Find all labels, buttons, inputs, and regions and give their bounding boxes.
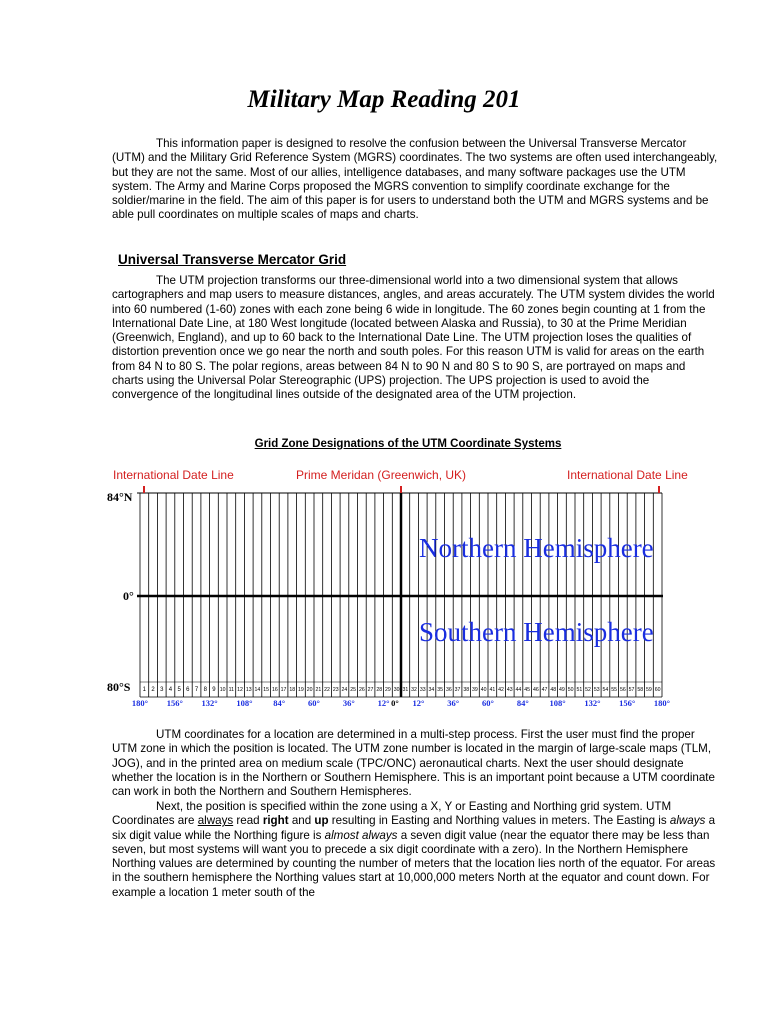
p2-text-b: read — [233, 814, 263, 828]
zone-number: 32 — [411, 687, 417, 693]
zone-number: 16 — [271, 687, 278, 693]
label-international-date-line-right: International Date Line — [567, 468, 688, 482]
zone-number: 54 — [602, 687, 609, 693]
latitude-label-80s: 80°S — [107, 680, 131, 694]
zone-number: 30 — [393, 687, 400, 693]
zone-number: 2 — [151, 687, 155, 693]
p2-always-underlined: always — [197, 814, 234, 828]
longitude-label: 12° — [412, 698, 425, 708]
utm-paragraph: The UTM projection transforms our three-dimensional world into a two dimensional system that allows cartographers and map users to measure distances, angles, and areas accurately. The UTM system divides the world into 60 numbered (1-60) zones with each zone being 6 wide in longitude. The 60 zones begin counting at 1 from the International Date Line, at 180 West longitude (located between Alaska and Russia), to 30 at the Prime Meridian (Greenwich, England), and up to 60 back to the International Date Line. The UTM projection loses the qualities of distortion prevention once we go near the north and south poles. For this reason UTM is valid for areas on the earth from 84 N to 80 S. The polar regions, areas between 84 N to 90 N and 80 S to 90 S, are portrayed on maps and charts using the Universal Polar Stereographic (UPS) projection. The UPS projection is used to avoid the convergence of the longitudinal lines outside of the designated area of the UTM projection. — [112, 274, 715, 402]
intro-paragraph: This information paper is designed to resolve the confusion between the Universal Transverse Mercator (UTM) and the Military Grid Reference System (MGRS) coordinates. The two systems are often used interchangeably, but they are not the same. Most of our allies, intelligence databases, and many software packages use the UTM system. The Army and Marine Corps proposed the MGRS convention to simplify coordinate exchange for the soldier/marine in the field. The aim of this paper is for users to understand both the UTM and MGRS systems and be able pull coordinates on multiple scales of maps and charts. — [112, 137, 718, 222]
zone-number: 53 — [593, 687, 600, 693]
zone-number: 43 — [506, 687, 513, 693]
zone-number: 52 — [585, 687, 591, 693]
p2-text-c: and — [288, 814, 315, 828]
p2-text-f: a seven digit value (near the equator there may be less than seven, but most systems will want you to precede a six digit coordinate with a zero). In the Northern Hemisphere Northing values are determined by counting the number of meters that the location lies north of the equator. For areas in the southern hemisphere the Northing values start at 10,000,000 meters North at the equator and count down. For example a location 1 meter south of the — [112, 828, 716, 899]
longitude-label: 132° — [584, 698, 601, 708]
longitude-label: 84° — [273, 698, 286, 708]
zone-number: 7 — [194, 687, 199, 693]
latitude-label-84n: 84°N — [107, 490, 133, 504]
zone-number: 47 — [541, 687, 548, 693]
p2-almost-always-italic: almost always — [324, 828, 398, 842]
zone-number: 44 — [515, 687, 522, 693]
longitude-label: 180° — [653, 698, 671, 708]
zone-number: 36 — [445, 687, 452, 693]
zone-number: 9 — [212, 687, 216, 693]
longitude-label: 36° — [342, 698, 355, 708]
zone-number: 4 — [168, 687, 173, 693]
section-heading-utm-grid: Universal Transverse Mercator Grid — [118, 252, 347, 267]
longitude-label: 180° — [131, 698, 149, 708]
zone-number: 27 — [367, 687, 374, 693]
p2-up-bold: up — [314, 814, 329, 828]
p2-right-bold: right — [262, 814, 289, 828]
longitude-label: 36° — [447, 698, 460, 708]
zone-number: 60 — [654, 687, 661, 693]
zone-number: 51 — [576, 687, 583, 693]
longitude-label: 108° — [549, 698, 566, 708]
body-paragraph-1: UTM coordinates for a location are determined in a multi-step process. First the user must find the proper UTM zone in which the position is located. The UTM zone number is located in the margin of large-scale maps (TLM, JOG), and in the printed area on medium scale (TPC/ONC) aeronautical charts. Next the user should designate whether the location is in the Northern or Southern Hemisphere. This is an important point because a UTM coordinate can work in both the Northern and Southern Hemispheres. — [112, 728, 715, 799]
zone-number: 8 — [203, 687, 207, 693]
longitude-label: 108° — [236, 698, 253, 708]
zone-number: 57 — [628, 687, 635, 693]
zone-number: 19 — [298, 687, 304, 693]
northern-hemisphere-label: Northern Hemisphere — [419, 533, 654, 563]
zone-number: 14 — [254, 687, 261, 693]
zone-number: 56 — [619, 687, 626, 693]
zone-number: 48 — [550, 687, 557, 693]
zone-number: 31 — [402, 687, 409, 693]
zone-number: 42 — [498, 687, 504, 693]
zone-number: 3 — [160, 687, 164, 693]
zone-number: 35 — [437, 687, 444, 693]
zone-number: 50 — [567, 687, 574, 693]
zone-number: 28 — [376, 687, 383, 693]
zone-number: 45 — [524, 687, 531, 693]
zone-number: 10 — [219, 687, 226, 693]
p2-always-italic: always — [669, 814, 706, 828]
zone-number: 23 — [332, 687, 339, 693]
zone-number: 21 — [315, 687, 322, 693]
longitude-label: 132° — [201, 698, 218, 708]
document-title: Military Map Reading 201 — [247, 86, 521, 113]
zone-number: 55 — [611, 687, 618, 693]
zone-number: 37 — [454, 687, 461, 693]
zone-number: 58 — [637, 687, 644, 693]
zone-number: 17 — [280, 687, 287, 693]
zone-number: 20 — [306, 687, 313, 693]
zone-number: 25 — [350, 687, 357, 693]
figure-title: Grid Zone Designations of the UTM Coordinate Systems — [254, 438, 562, 450]
longitude-label: 156° — [619, 698, 636, 708]
zone-number: 41 — [489, 687, 496, 693]
zone-number: 11 — [228, 687, 235, 693]
southern-hemisphere-label: Southern Hemisphere — [419, 617, 654, 647]
zone-number: 5 — [177, 687, 181, 693]
zone-number: 22 — [324, 687, 330, 693]
zone-number: 12 — [237, 687, 243, 693]
longitude-label: 12° — [377, 698, 390, 708]
zone-number: 6 — [186, 687, 190, 693]
p2-text-e: a six digit value while the Northing figure is — [112, 814, 716, 842]
longitude-label: 60° — [482, 698, 494, 708]
longitude-label: 60° — [308, 698, 320, 708]
zone-number: 34 — [428, 687, 435, 693]
label-international-date-line-left: International Date Line — [113, 468, 234, 482]
prime-meridian-tick — [400, 486, 402, 493]
zone-number: 13 — [245, 687, 252, 693]
longitude-label: 156° — [166, 698, 183, 708]
zone-number: 38 — [463, 687, 470, 693]
zone-number: 40 — [480, 687, 487, 693]
zone-number: 39 — [472, 687, 478, 693]
zone-number: 29 — [385, 687, 391, 693]
zone-number: 26 — [358, 687, 365, 693]
zone-number: 1 — [142, 687, 147, 693]
longitude-label: 0° — [391, 698, 399, 708]
zone-number: 18 — [289, 687, 296, 693]
label-prime-meridian: Prime Meridan (Greenwich, UK) — [296, 468, 467, 482]
p2-text-d: resulting in Easting and Northing values in meters. The Easting is — [328, 814, 670, 828]
zone-number: 15 — [263, 687, 270, 693]
date-line-tick-left — [143, 486, 145, 493]
zone-number: 49 — [559, 687, 565, 693]
body-paragraph-2 — [112, 800, 718, 900]
longitude-label: 84° — [516, 698, 529, 708]
zone-number: 46 — [532, 687, 539, 693]
date-line-tick-right — [658, 486, 660, 493]
zone-number: 59 — [646, 687, 652, 693]
p2-text-a: Next, the position is specified within the zone using a X, Y or Easting and Northing grid system. UTM Coordinates are — [112, 800, 672, 828]
zone-number: 24 — [341, 687, 348, 693]
zone-number: 33 — [419, 687, 426, 693]
latitude-label-equator: 0° — [123, 589, 134, 603]
